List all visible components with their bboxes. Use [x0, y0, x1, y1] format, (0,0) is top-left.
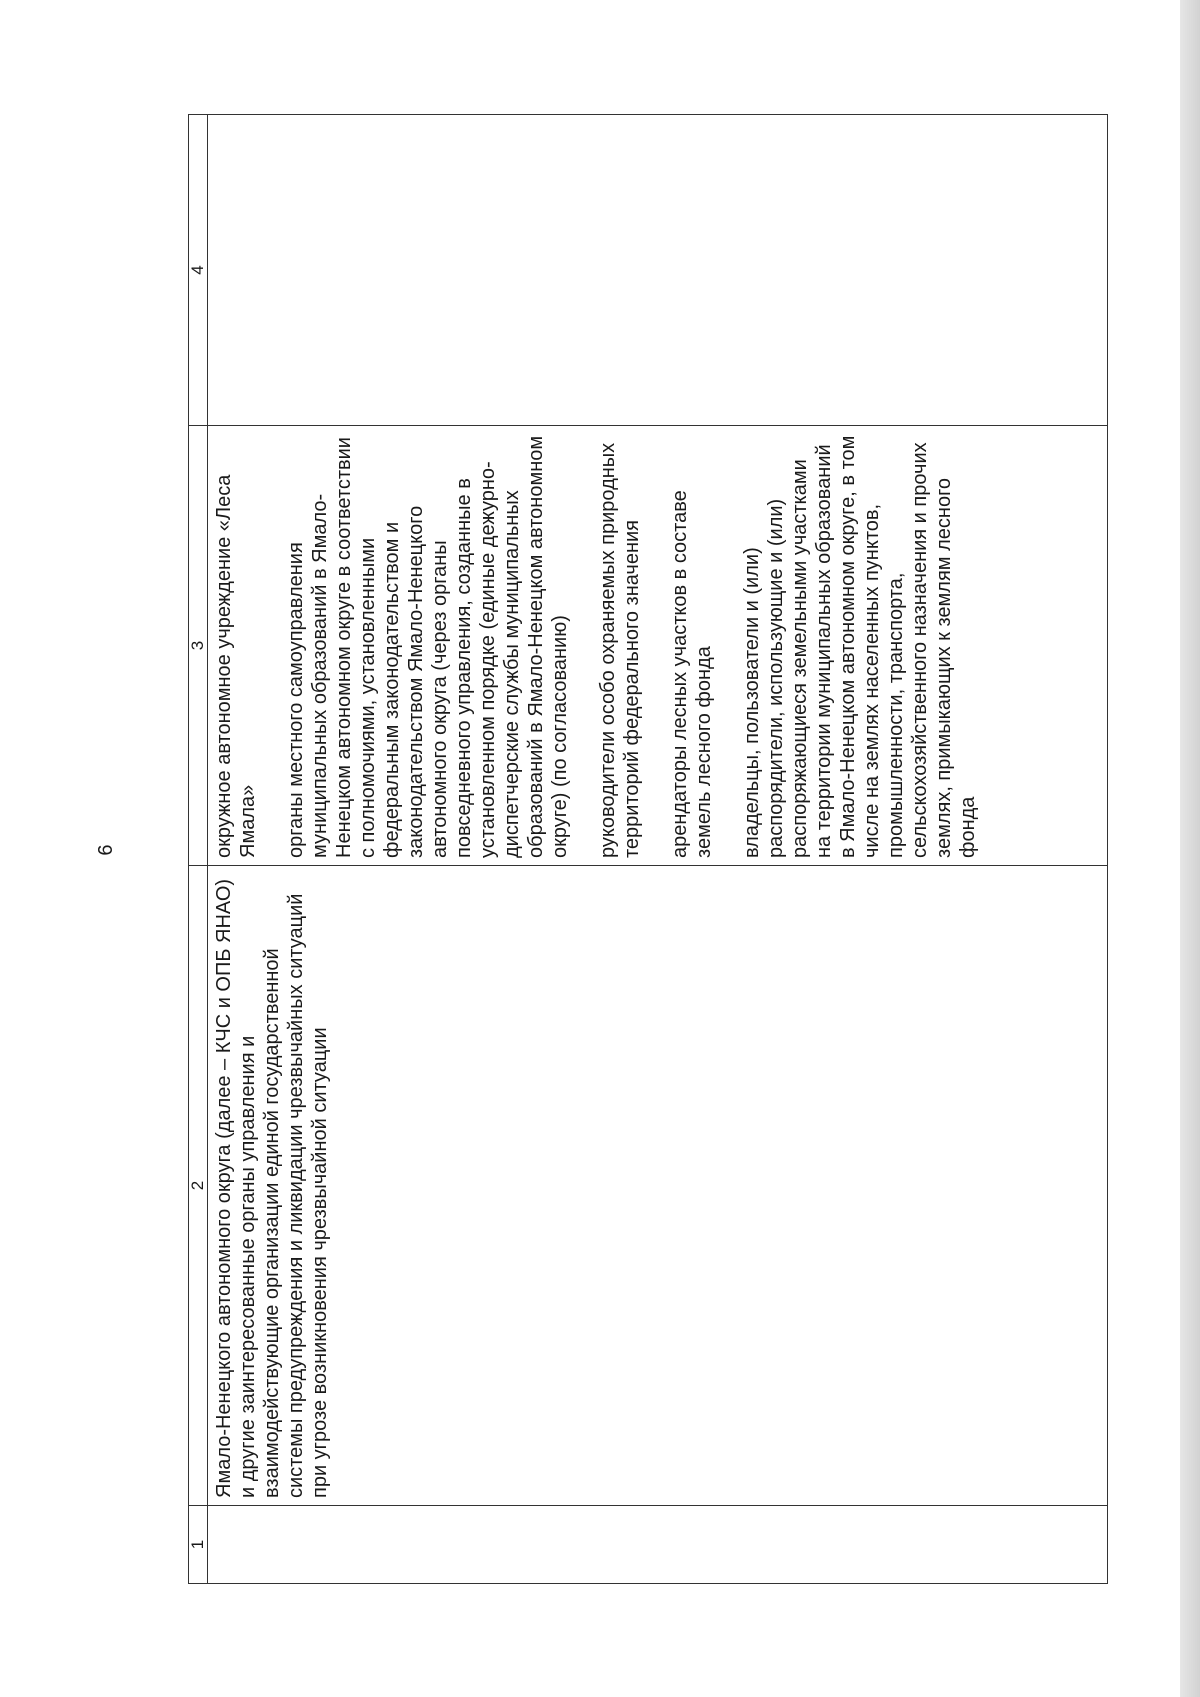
column-header-3: 3	[189, 426, 208, 866]
table-row	[208, 115, 1108, 1584]
rotated-table-frame	[188, 115, 1108, 1584]
column-header-4: 4	[189, 115, 208, 426]
participant-entry: окружное автономное учреждение «Леса Ямала»	[213, 474, 259, 858]
cell-col3	[208, 426, 1108, 866]
column-header-1: 1	[189, 1506, 208, 1584]
page-edge-shadow	[1180, 0, 1200, 1697]
document-table	[188, 114, 1108, 1584]
cell-col1	[208, 1506, 1108, 1584]
table-container	[188, 115, 1108, 1584]
column-header-2: 2	[189, 866, 208, 1506]
participant-entry: владельцы, пользователи и (или) распорядители, использующие и (или) распоряжающиеся земельными участками на территории муниципальных образований в Ямало-Ненецком автономном округе, в том числе на землях населенных пунктов, промышленности, транспорта, сельскохозяйственного назначения и прочих землях, примыкающих к землям лесного фонда	[741, 435, 979, 858]
cell-col2: Ямало-Ненецкого автономного округа (далее – КЧС и ОПБ ЯНАО) и другие заинтересованные органы управления и взаимодействующие организации единой государственной системы предупреждения и ликвидации чрезвычайных ситуаций при угрозе возникновения чрезвычайной ситуации	[208, 866, 1108, 1506]
page-number: 6	[95, 844, 117, 856]
table-header-row	[189, 115, 208, 1584]
participant-entry: руководители особо охраняемых природных территорий федерального значения	[597, 442, 643, 858]
participant-entry: органы местного самоуправления муниципальных образований в Ямало-Ненецком автономном округе в соответствии с полномочиями, установленными федеральным законодательством и законодательством Ямало-Ненецкого автономного округа (через органы повседневного управления, созданные в установленном порядке (единые дежурно-диспетчерские службы муниципальных образований в Ямало-Ненецком автономном округе) (по согласованию)	[285, 435, 571, 858]
participant-entry: арендаторы лесных участков в составе земель лесного фонда	[669, 490, 715, 858]
cell-col4	[208, 115, 1108, 426]
